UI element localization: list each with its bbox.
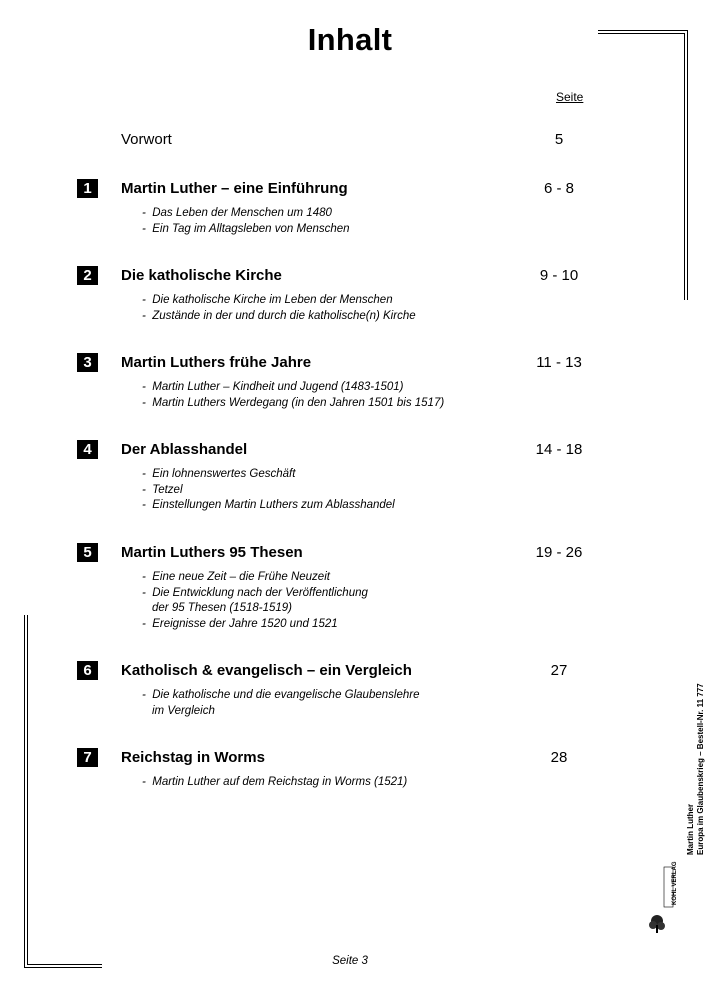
subtopic-item: - Ereignisse der Jahre 1520 und 1521 [142, 617, 338, 630]
subtopic-item: - Martin Luther – Kindheit und Jugend (1483-1501) [142, 381, 404, 393]
chapter-pages: 6 - 8 [543, 180, 574, 197]
subtopic-item: - Einstellungen Martin Luthers zum Ablasshandel [142, 499, 395, 511]
chapter-pages: 27 [550, 662, 568, 679]
chapter-subtopics [142, 467, 395, 514]
subtopic-item-continuation: der 95 Thesen (1518-1519) [152, 602, 293, 614]
side-imprint-line1: Martin Luther [686, 803, 695, 855]
chapter-number-badge: 5 [77, 543, 98, 562]
frame-left-vertical-inner [27, 615, 28, 965]
publisher-name: KOHL VERLAG [672, 861, 678, 905]
chapter-title: Martin Luthers 95 Thesen [121, 544, 303, 561]
frame-right-vertical-inner [684, 33, 685, 300]
chapter-subtopics [142, 293, 416, 324]
chapter-number-badge: 3 [77, 353, 98, 372]
side-imprint-line2: Europa im Glaubenskrieg – Bestell-Nr. 11 777 [696, 683, 705, 855]
vorwort-label: Vorwort [121, 131, 172, 148]
chapter-pages: 19 - 26 [535, 544, 583, 561]
seite-column-header: Seite [556, 90, 584, 104]
vorwort-pages: 5 [554, 131, 564, 148]
chapter-number-badge: 1 [77, 179, 98, 198]
tree-icon [648, 865, 674, 937]
publisher-logo [648, 861, 678, 937]
subtopic-item: - Eine neue Zeit – die Frühe Neuzeit [142, 571, 330, 583]
chapter-subtopics [142, 775, 407, 791]
chapter-number-badge: 7 [77, 748, 98, 767]
chapter-title: Martin Luther – eine Einführung [121, 180, 348, 197]
subtopic-item: - Ein Tag im Alltagsleben von Menschen [142, 222, 350, 235]
chapter-number-badge: 4 [77, 440, 98, 459]
chapter-pages: 14 - 18 [535, 441, 583, 458]
chapter-title: Die katholische Kirche [121, 267, 282, 284]
subtopic-item: - Ein lohnenswertes Geschäft [142, 468, 296, 480]
chapter-pages: 28 [550, 749, 568, 766]
subtopic-item: - Tetzel [142, 483, 183, 496]
subtopic-item: - Die katholische Kirche im Leben der Menschen [142, 294, 393, 306]
chapter-title: Reichstag in Worms [121, 749, 265, 766]
chapter-subtopics [142, 688, 419, 719]
chapter-pages: 11 - 13 [536, 354, 582, 371]
chapter-title: Der Ablasshandel [121, 441, 248, 458]
frame-bottom-left-horizontal [24, 967, 102, 968]
subtopic-item: - Martin Luther auf dem Reichstag in Worms (1521) [142, 776, 408, 788]
page-number-footer: Seite 3 [332, 955, 368, 967]
frame-right-vertical [687, 30, 688, 300]
subtopic-item: - Die Entwicklung nach der Veröffentlichung [142, 586, 368, 599]
chapter-subtopics [142, 206, 350, 237]
chapter-subtopics [142, 380, 444, 411]
subtopic-item-continuation: im Vergleich [152, 704, 215, 717]
chapter-title: Katholisch & evangelisch – ein Vergleich [121, 662, 412, 679]
chapter-subtopics [142, 570, 368, 632]
subtopic-item: - Zustände in der und durch die katholische(n) Kirche [142, 309, 416, 322]
frame-left-vertical [24, 615, 25, 968]
page-title: Inhalt [307, 22, 393, 57]
subtopic-item: - Martin Luthers Werdegang (in den Jahren 1501 bis 1517) [142, 396, 445, 409]
chapter-number-badge: 2 [77, 266, 98, 285]
subtopic-item: - Die katholische und die evangelische Glaubenslehre [142, 689, 420, 701]
chapter-number-badge: 6 [77, 661, 98, 680]
subtopic-item: - Das Leben der Menschen um 1480 [142, 207, 332, 219]
chapter-pages: 9 - 10 [539, 267, 579, 284]
chapter-title: Martin Luthers frühe Jahre [121, 354, 312, 371]
